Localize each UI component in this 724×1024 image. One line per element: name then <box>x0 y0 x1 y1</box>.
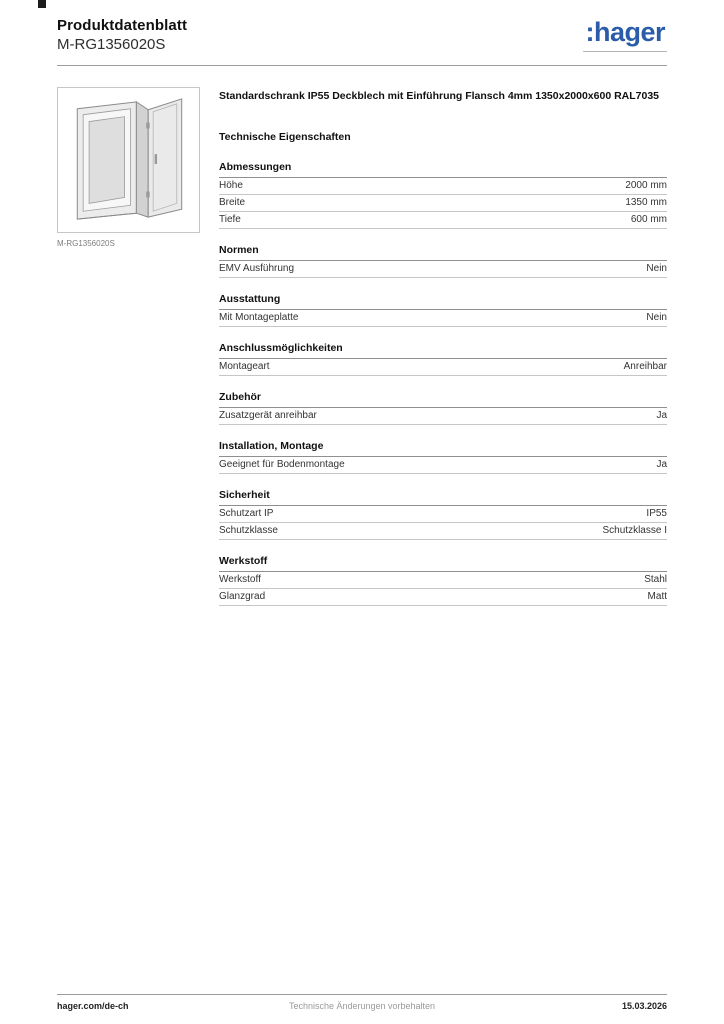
header-title-block <box>57 17 187 53</box>
spec-row <box>219 408 667 425</box>
spec-section <box>219 158 667 229</box>
spec-section <box>219 486 667 540</box>
spec-section-heading: Zubehör <box>219 388 667 408</box>
spec-row-label: Mit Montageplatte <box>219 312 299 324</box>
main-content <box>0 66 724 618</box>
spec-row-label: EMV Ausführung <box>219 263 295 275</box>
spec-row <box>219 178 667 195</box>
spec-row <box>219 589 667 606</box>
footer-disclaimer: Technische Änderungen vorbehalten <box>288 1001 436 1011</box>
spec-row <box>219 195 667 212</box>
spec-section-heading: Ausstattung <box>219 290 667 310</box>
spec-row-label: Zusatzgerät anreihbar <box>219 410 317 422</box>
product-image-caption: M-RG1356020S <box>57 239 115 248</box>
spec-row-label: Schutzklasse <box>219 525 278 537</box>
doc-type-title: Produktdatenblatt <box>57 17 188 34</box>
spec-row-label: Höhe <box>219 180 243 192</box>
page-footer <box>57 994 667 1011</box>
spec-section-heading: Sicherheit <box>219 486 667 506</box>
spec-row-value: Ja <box>656 459 667 471</box>
spec-sections <box>219 158 667 606</box>
spec-row-value: Matt <box>647 591 667 603</box>
footer-date: 15.03.2026 <box>621 1001 667 1011</box>
spec-section <box>219 290 667 327</box>
page-header <box>0 0 724 53</box>
spec-row <box>219 506 667 523</box>
spec-row <box>219 572 667 589</box>
spec-row-value: Nein <box>646 312 667 324</box>
spec-row <box>219 457 667 474</box>
footer-row <box>57 1001 667 1011</box>
spec-section <box>219 241 667 278</box>
cabinet-line-drawing-icon <box>63 93 194 227</box>
spec-row-label: Tiefe <box>219 214 241 226</box>
spec-section <box>219 552 667 606</box>
spec-row <box>219 212 667 229</box>
product-title: Standardschrank IP55 Deckblech mit Einführung Flansch 4mm 1350x2000x600 RAL7035 <box>219 90 660 102</box>
spec-row-value: IP55 <box>646 508 667 520</box>
spec-section <box>219 437 667 474</box>
spec-row <box>219 310 667 327</box>
spec-row-label: Montageart <box>219 361 270 373</box>
spec-section <box>219 388 667 425</box>
footer-website-link[interactable]: hager.com/de-ch <box>57 1001 129 1011</box>
spec-row-label: Geeignet für Bodenmontage <box>219 459 345 471</box>
spec-row <box>219 261 667 278</box>
crop-mark <box>38 0 46 8</box>
spec-row-value: 600 mm <box>630 214 667 226</box>
spec-row-label: Glanzgrad <box>219 591 266 603</box>
spec-row-value: Nein <box>646 263 667 275</box>
product-image-column <box>57 87 202 248</box>
hager-logo: :hager <box>583 17 667 52</box>
spec-row-value: 1350 mm <box>625 197 667 209</box>
spec-section <box>219 339 667 376</box>
spec-section-heading: Installation, Montage <box>219 437 667 457</box>
spec-column <box>219 87 667 618</box>
header-product-code: M-RG1356020S <box>57 36 166 53</box>
spec-row-value: Stahl <box>644 574 667 586</box>
spec-section-heading: Abmessungen <box>219 158 667 178</box>
spec-row-label: Breite <box>219 197 246 209</box>
spec-row-label: Werkstoff <box>219 574 261 586</box>
spec-section-heading: Normen <box>219 241 667 261</box>
spec-section-heading: Anschlussmöglichkeiten <box>219 339 667 359</box>
spec-section-heading: Werkstoff <box>219 552 667 572</box>
spec-row <box>219 523 667 540</box>
spec-row-label: Schutzart IP <box>219 508 274 520</box>
specs-title: Technische Eigenschaften <box>219 130 351 143</box>
product-image-frame <box>57 87 200 233</box>
spec-row-value: 2000 mm <box>625 180 667 192</box>
spec-row-value: Anreihbar <box>623 361 667 373</box>
spec-row <box>219 359 667 376</box>
spec-row-value: Ja <box>656 410 667 422</box>
spec-row-value: Schutzklasse I <box>602 525 667 537</box>
